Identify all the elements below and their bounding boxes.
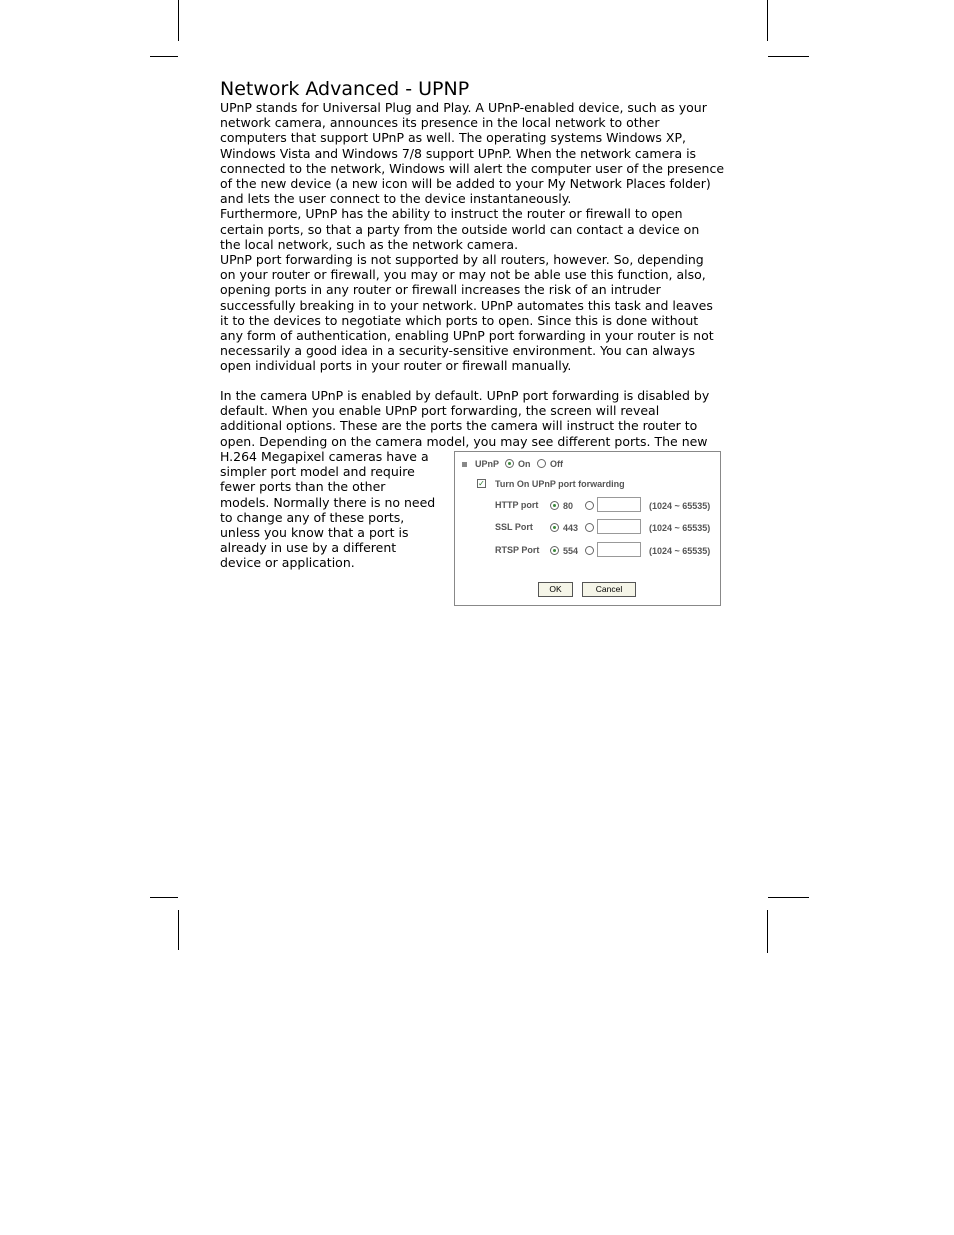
text-line: fewer ports than the other [220,479,386,495]
port-forwarding-label: Turn On UPnP port forwarding [495,479,625,489]
crop-mark [178,0,179,41]
upnp-on-label: On [518,459,531,469]
text-line: successfully breaking in to your network. UPnP automates this task and leaves [220,297,713,313]
ok-button[interactable]: OK [538,582,573,597]
text-line: necessarily a good idea in a security-sensitive environment. You can always [220,343,695,359]
ssl-default-radio[interactable] [550,523,559,532]
text-line: default. When you enable UPnP port forwarding, the screen will reveal [220,403,660,419]
ssl-port-input[interactable] [597,519,641,534]
text-line: of the new device (a new icon will be added to your My Network Places folder) [220,176,711,192]
crop-mark [768,897,809,898]
text-line: unless you know that a port is [220,525,409,541]
text-line: any form of authentication, enabling UPnP port forwarding in your router is not [220,328,714,344]
upnp-off-label: Off [550,459,563,469]
crop-mark [768,56,809,57]
ssl-port-label: SSL Port [495,522,533,532]
body-paragraph-default [220,388,740,449]
ssl-default-value: 443 [563,523,579,533]
text-line: UPnP stands for Universal Plug and Play. A UPnP-enabled device, such as your [220,100,707,115]
body-paragraph-intro [220,100,740,374]
text-line: Furthermore, UPnP has the ability to instruct the router or firewall to open [220,206,683,222]
page-title: Network Advanced - UPNP [220,78,470,100]
body-paragraph-ports [220,449,445,571]
text-line: computers that support UPnP as well. The operating systems Windows XP, [220,130,686,146]
crop-mark [150,897,178,898]
crop-mark [767,0,768,41]
http-default-radio[interactable] [550,501,559,510]
crop-mark [150,56,178,57]
text-line: simpler port model and require [220,464,415,480]
http-default-value: 80 [563,501,574,511]
crop-mark [767,910,768,953]
upnp-off-radio[interactable] [537,459,546,468]
rtsp-custom-radio[interactable] [585,546,594,555]
text-line: to change any of these ports, [220,509,405,525]
rtsp-default-value: 554 [563,546,579,556]
text-line: models. Normally there is no need [220,494,436,510]
text-line: the local network, such as the network camera. [220,236,519,252]
http-port-label: HTTP port [495,500,539,510]
rtsp-port-label: RTSP Port [495,545,540,555]
text-line: In the camera UPnP is enabled by default. UPnP port forwarding is disabled by [220,388,710,403]
cancel-button[interactable]: Cancel [582,582,636,597]
text-line: on your router or firewall, you may or may not be able use this function, also, [220,267,706,283]
upnp-label: UPnP [475,459,500,469]
port-forwarding-checkbox[interactable]: ✓ [478,479,485,488]
http-port-range: (1024 ~ 65535) [649,501,711,511]
http-port-input[interactable] [597,497,641,512]
text-line: and lets the user connect to the device instantaneously. [220,191,572,207]
crop-mark [178,910,179,950]
text-line: it to the devices to negotiate which ports to open. Since this is done without [220,312,699,328]
text-line: device or application. [220,555,355,571]
upnp-on-radio[interactable] [505,459,514,468]
rtsp-default-radio[interactable] [550,546,559,555]
text-line: already in use by a different [220,540,397,556]
upnp-settings-panel [454,451,721,606]
text-line: UPnP port forwarding is not supported by all routers, however. So, depending [220,252,704,268]
http-custom-radio[interactable] [585,501,594,510]
rtsp-port-range: (1024 ~ 65535) [649,546,711,556]
text-line: network camera, announces its presence in the local network to other [220,115,660,131]
text-line: certain ports, so that a party from the outside world can contact a device on [220,221,700,237]
bullet-icon [462,462,467,467]
ssl-port-range: (1024 ~ 65535) [649,523,711,533]
text-line: open. Depending on the camera model, you may see different ports. The new [220,433,708,449]
text-line: additional options. These are the ports the camera will instruct the router to [220,418,698,434]
text-line: connected to the network, Windows will alert the computer user of the presence [220,160,725,176]
text-line: open individual ports in your router or firewall manually. [220,358,572,374]
text-line: Windows Vista and Windows 7/8 support UPnP. When the network camera is [220,145,697,161]
text-line: H.264 Megapixel cameras have a [220,449,429,464]
text-line: opening ports in any router or firewall increases the risk of an intruder [220,282,661,298]
ssl-custom-radio[interactable] [585,523,594,532]
rtsp-port-input[interactable] [597,542,641,557]
